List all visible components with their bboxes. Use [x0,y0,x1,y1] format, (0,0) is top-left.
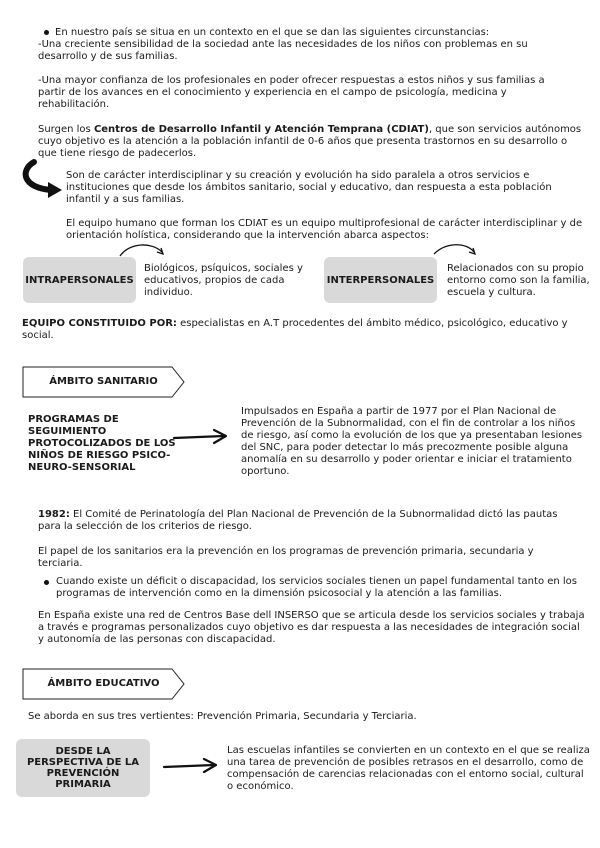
cdiat-paragraph: Surgen los Centros de Desarrollo Infantil y Atención Temprana (CDIAT), que son servicios autónomos cuyo objetivo es la atención a la población infantil de 0-6 años que presenta trastornos en su desarrollo o que tiene riesgo de padecerlos. [38,124,582,159]
equipo-paragraph: EQUIPO CONSTITUIDO POR: especialistas en A.T procedentes del ámbito médico, psicológico, educativo y social. [22,318,568,341]
bullet-icon [44,30,49,35]
year-1982-paragraph: 1982: El Comité de Perinatología del Plan Nacional de Prevención de la Subnormalidad dictó las pautas para la selección de los criterios de riesgo. [38,509,558,532]
evolution-paragraph: Son de carácter interdisciplinar y su creación y evolución ha sido paralela a otros servicios e instituciones que desde los ámbitos sanitario, social y educativo, dan respuesta a esta población infantil y a sus familias. [66,170,552,205]
intro-line-1: -Una creciente sensibilidad de la sociedad ante las necesidades de los niños con problemas en su desarrollo y de sus familias. [38,39,528,62]
ambito-sanitario-tag: ÁMBITO SANITARIO [22,366,185,398]
social-services-bullet: Cuando existe un déficit o discapacidad, los servicios sociales tienen un papel fundamental tanto en los programas de intervención como en la dimensión psicosocial y la atención a las familias. [44,576,584,600]
sanitarios-role: El papel de los sanitarios era la prevención en los programas de prevención primaria, secundaria y terciaria. [38,546,534,569]
interpersonal-box: INTERPERSONALES [324,257,437,303]
intrapersonal-text: Biológicos, psíquicos, sociales y educativos, propios de cada individuo. [144,263,303,298]
intro-bullet: En nuestro país se situa en un contexto en el que se dan las siguientes circunstancias: [44,27,564,39]
bullet-icon [44,580,49,585]
team-paragraph: El equipo humano que forman los CDIAT es un equipo multiprofesional de carácter interdisciplinar y de orientación holística, considerando que la intervención abarca aspectos: [66,218,583,241]
prevencion-primaria-text: Las escuelas infantiles se convierten en un contexto en el que se realiza una tarea de prevención de posibles retrasos en el desarrollo, como de compensación de carencias relacionadas con el entorno social, cultural o económico. [227,745,590,792]
right-arrow-icon [172,428,230,446]
right-arrow-icon [162,757,220,775]
curved-arrow-icon [18,158,68,200]
intro-line-2: -Una mayor confianza de los profesionales en poder ofrecer respuestas a estos niños y sus familias a partir de los avances en el conocimiento y experiencia en el campo de psicología, medicina y rehabilitación. [38,75,545,110]
intrapersonal-box: INTRAPERSONALES [23,257,136,303]
cdiat-name: Centros de Desarrollo Infantil y Atención Temprana (CDIAT) [93,124,429,135]
educativo-intro: Se aborda en sus tres vertientes: Prevención Primaria, Secundaria y Terciaria. [28,711,417,722]
prevencion-primaria-box: DESDE LA PERSPECTIVA DE LA PREVENCIÓN PRIMARIA [16,739,150,797]
programas-text: Impulsados en España a partir de 1977 por el Plan Nacional de Prevención de la Subnormalidad, con el fin de controlar a los niños de riesgo, así como la evolución de los que ya presentaban lesiones del SNC, para poder detectar lo más precozmente posible alguna anomalía en su desarrollo y poder orientar e iniciar el tratamiento oportuno. [241,406,583,477]
arrow-to-inter-icon [432,240,482,260]
ambito-educativo-tag: ÁMBITO EDUCATIVO [22,668,185,700]
programas-box: PROGRAMAS DE SEGUIMIENTO PROTOCOLIZADOS DE LOS NIÑOS DE RIESGO PSICO-NEURO-SENSORIAL [28,414,176,473]
imserso-paragraph: En España existe una red de Centros Base dell INSERSO que se articula desde los servicios sociales y trabaja a través e programas personalizados cuyo objetivo es dar respuesta a las necesidades de integración social y autonomía de las personas con discapacidad. [38,610,585,645]
interpersonal-text: Relacionados con su propio entorno como son la familia, escuela y cultura. [447,263,590,298]
